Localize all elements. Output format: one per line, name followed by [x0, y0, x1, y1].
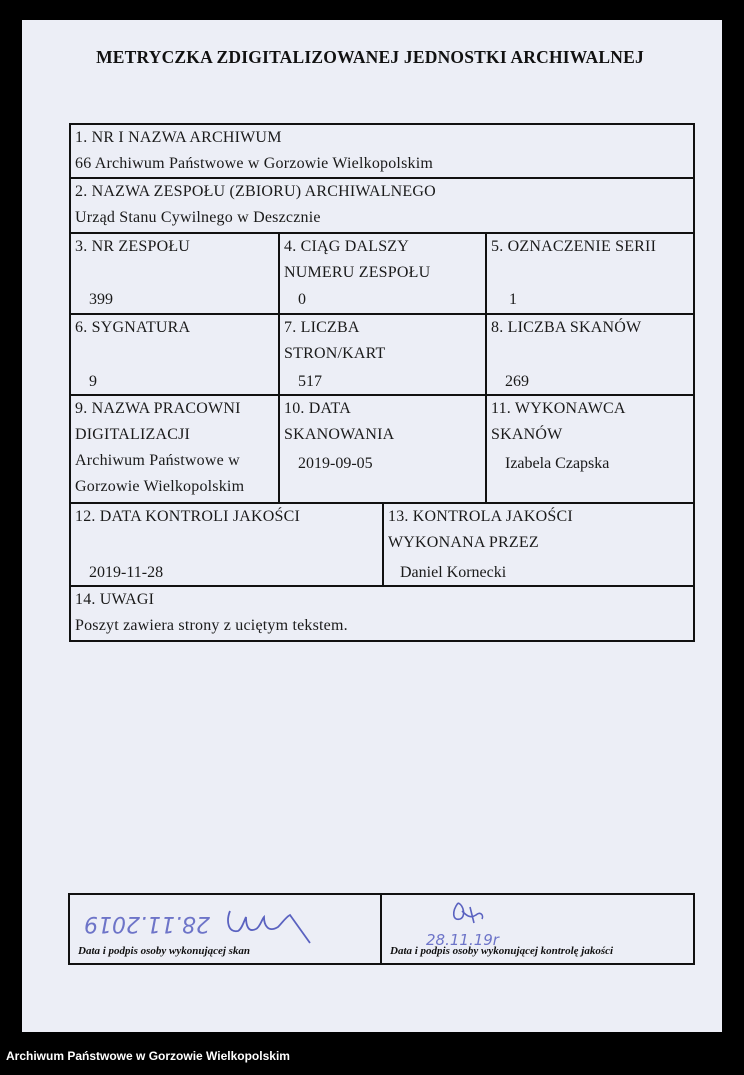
archive-cell: [69, 123, 695, 179]
lab-label-line1: 9. NAZWA PRACOWNI: [75, 400, 241, 417]
qc-by-label-line2: WYKONANA PRZEZ: [388, 534, 539, 551]
lab-cell: [69, 394, 280, 504]
scans-value: 269: [505, 373, 529, 390]
series-label: 5. OZNACZENIE SERII: [491, 238, 657, 255]
footer-archive-name: Archiwum Państwowe w Gorzowie Wielkopolskim: [6, 1049, 290, 1063]
scans-label: 8. LICZBA SKANÓW: [491, 319, 642, 336]
qc-handwritten-date-text: 28.11.19r: [426, 931, 499, 949]
pages-value: 517: [298, 373, 322, 390]
fonds-no-value: 399: [89, 291, 113, 308]
scan-date-value: 2019-09-05: [298, 455, 373, 472]
pages-cell: [278, 313, 487, 396]
fonds-no-label: 3. NR ZESPOŁU: [75, 238, 191, 255]
scan-handwritten-date-text: 28.11.2019: [84, 911, 210, 936]
fonds-no-cell: [69, 232, 280, 315]
signature-label: 6. SYGNATURA: [75, 319, 191, 336]
scanner-label-line2: SKANÓW: [491, 426, 563, 443]
fonds-continuation-value: 0: [298, 291, 306, 308]
archive-label: 1. NR I NAZWA ARCHIWUM: [75, 129, 282, 146]
lab-value-line1: Archiwum Państwowe w: [75, 452, 240, 469]
notes-cell: [69, 585, 695, 642]
scanner-value: Izabela Czapska: [505, 455, 610, 472]
fonds-name-cell: [69, 177, 695, 234]
series-cell: [485, 232, 695, 315]
series-value: 1: [509, 291, 517, 308]
fonds-name-label: 2. NAZWA ZESPOŁU (ZBIORU) ARCHIWALNEGO: [75, 183, 436, 200]
notes-label: 14. UWAGI: [75, 591, 155, 608]
pages-label-line1: 7. LICZBA: [284, 319, 360, 336]
fonds-continuation-label-line2: NUMERU ZESPOŁU: [284, 264, 431, 281]
qc-date-cell: [69, 502, 384, 587]
signature-value: 9: [89, 373, 97, 390]
scan-signature-scribble: [228, 911, 310, 943]
scan-date-cell: [278, 394, 487, 504]
qc-signature-scribble: [454, 903, 483, 923]
signature-cell: [69, 313, 280, 396]
lab-value-line2: Gorzowie Wielkopolskim: [75, 478, 245, 495]
qc-signature-box: [380, 893, 695, 965]
qc-by-cell: [382, 502, 695, 587]
scans-cell: [485, 313, 695, 396]
qc-by-label-line1: 13. KONTROLA JAKOŚCI: [388, 508, 573, 525]
qc-by-value: Daniel Kornecki: [400, 564, 507, 581]
qc-signature-caption: Data i podpis osoby wykonującej kontrolę jakości: [390, 945, 614, 957]
qc-date-label: 12. DATA KONTROLI JAKOŚCI: [75, 508, 301, 525]
sheet-title: METRYCZKA ZDIGITALIZOWANEJ JEDNOSTKI ARCHIWALNEJ: [96, 47, 644, 67]
fonds-continuation-cell: [278, 232, 487, 315]
pages-label-line2: STRON/KART: [284, 345, 386, 362]
scanner-label-line1: 11. WYKONAWCA: [491, 400, 626, 417]
scan-date-label-line2: SKANOWANIA: [284, 426, 395, 443]
scan-date-label-line1: 10. DATA: [284, 400, 351, 417]
fonds-name-value: Urząd Stanu Cywilnego w Deszcznie: [75, 209, 321, 226]
fonds-continuation-label-line1: 4. CIĄG DALSZY: [284, 238, 410, 255]
scan-signature-caption: Data i podpis osoby wykonującej skan: [78, 945, 251, 957]
scan-signature-box: [68, 893, 382, 965]
scan-handwritten-date: [78, 899, 378, 949]
notes-value: Poszyt zawiera strony z uciętym tekstem.: [75, 617, 348, 634]
scanner-cell: [485, 394, 695, 504]
archive-value: 66 Archiwum Państwowe w Gorzowie Wielkopolskim: [75, 155, 433, 172]
qc-date-value: 2019-11-28: [89, 564, 164, 581]
footer-bar: [0, 1040, 744, 1075]
lab-label-line2: DIGITALIZACJI: [75, 426, 191, 443]
